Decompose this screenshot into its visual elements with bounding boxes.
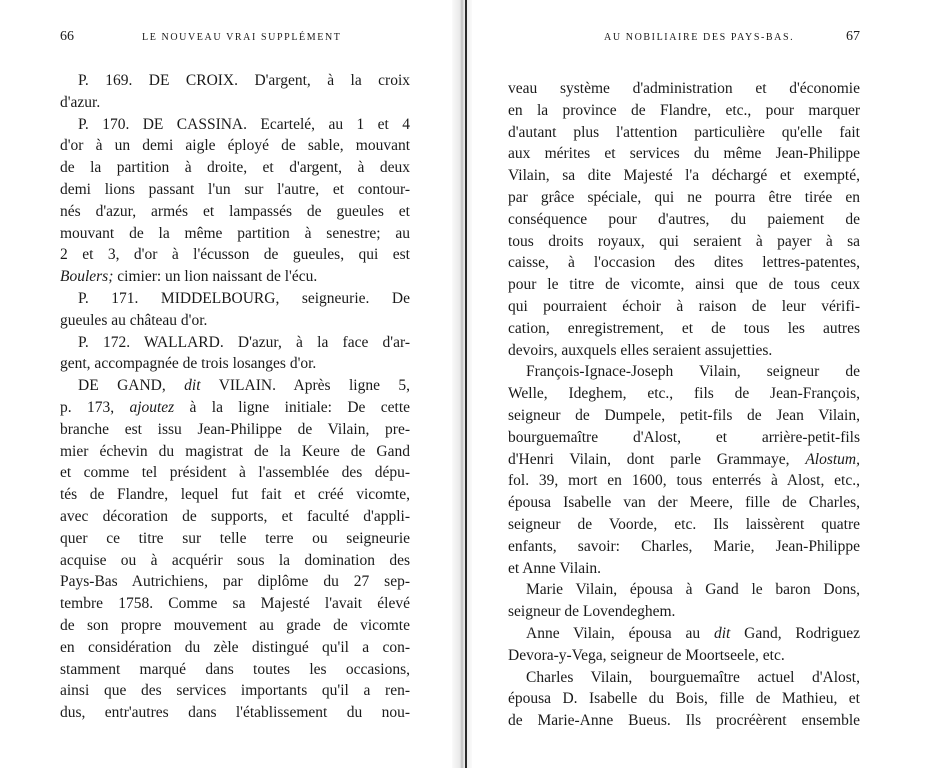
left-page-line: nés d'azur, armés et lampassés de gueules et <box>60 202 410 220</box>
left-page-line: Pays-Bas Autrichiens, par diplôme du 27 sep- <box>60 573 410 591</box>
left-page-line: tés de Flandre, lequel fut fait et créé vicomte, <box>60 486 410 504</box>
right-page-line: conséquence pour d'autres, du paiement de <box>508 210 860 228</box>
left-running-title: LE NOUVEAU VRAI SUPPLÉMENT <box>142 32 342 43</box>
left-page-number: 66 <box>60 29 74 44</box>
left-page-line: et comme tel président à l'assemblée des dépu- <box>60 464 410 482</box>
right-running-head <box>508 29 860 50</box>
right-page-line: aux mérites et services du même Jean-Philippe <box>508 145 860 163</box>
right-page-line: Marie Vilain, épousa à Gand le baron Dons, <box>526 581 860 599</box>
left-page-line: dus, entr'autres dans l'établissement du nou- <box>60 704 410 722</box>
right-page-line: épousa Isabelle van der Meere, fille de Charles, <box>508 494 860 512</box>
left-page-line: mouvant de la même partition à senestre; au <box>60 224 410 242</box>
right-page-line: Devora-y-Vega, seigneur de Moortseele, etc. <box>508 646 785 664</box>
right-page-text <box>508 78 860 732</box>
left-page-line: P. 169. DE CROIX. D'argent, à la croix <box>78 72 410 89</box>
right-page-line: tous droits royaux, qui seraient à payer à sa <box>508 232 860 250</box>
right-page-line: seigneur de Lovendeghem. <box>508 603 676 621</box>
right-page-line: Anne Vilain, épousa au dit Gand, Rodriguez <box>526 624 860 642</box>
right-page-number: 67 <box>846 29 860 44</box>
left-page-line: demi lions passant l'un sur l'autre, et contour- <box>60 180 410 198</box>
right-page-line: Welle, Ideghem, etc., fils de Jean-François, <box>508 385 860 403</box>
left-page-line: Boulers; cimier: un lion naissant de l'écu. <box>60 268 318 286</box>
left-page-line: tembre 1758. Comme sa Majesté l'avait élevé <box>60 595 410 613</box>
right-page-line: seigneur de Voorde, etc. Ils laissèrent quatre <box>508 515 860 533</box>
left-page-line: quer ce titre sur telle terre ou seigneurie <box>60 529 410 547</box>
book-gutter <box>452 0 472 768</box>
right-page-line: d'Henri Vilain, dont parle Grammaye, Alostum, <box>508 450 860 468</box>
left-page-line: gueules au château d'or. <box>60 311 208 329</box>
right-page-line: caisse, à l'occasion des dites lettres-patentes, <box>508 254 860 272</box>
left-page-line: P. 170. DE CASSINA. Ecartelé, au 1 et 4 <box>78 115 410 133</box>
left-page-line: P. 172. WALLARD. D'azur, à la face d'ar- <box>78 333 410 351</box>
left-page-line: acquise ou à acquérir sous la domination des <box>60 551 410 569</box>
left-page-line: stamment marqué dans toutes les occasions, <box>60 660 410 678</box>
right-page-line: Vilain, sa dite Majesté l'a déchargé et exempté, <box>508 167 860 185</box>
gutter-line <box>465 0 467 768</box>
left-running-head <box>60 29 410 50</box>
left-page-line: branche est issu Jean-Philippe de Vilain, pre- <box>60 420 410 438</box>
left-page-line: gent, accompagnée de trois losanges d'or. <box>60 355 317 373</box>
right-page-line: cation, enregistrement, et de tous les autres <box>508 319 860 337</box>
right-page-line: en la province de Flandre, etc., pour marquer <box>508 101 860 119</box>
left-page-line: 2 et 3, d'or à l'écusson de gueules, qui est <box>60 246 410 264</box>
right-page-line: bourguemaître d'Alost, et arrière-petit-fils <box>508 428 860 446</box>
right-page-line: épousa D. Isabelle du Bois, fille de Mathieu, et <box>508 690 860 708</box>
right-page-line: qui pourraient échoir à raison de leur vérifi- <box>508 297 860 315</box>
right-page-line: seigneur de Dumpele, petit-fils de Jean Vilain, <box>508 406 860 424</box>
right-running-title: AU NOBILIAIRE DES PAYS-BAS. <box>604 32 795 43</box>
left-page-line: DE GAND, dit VILAIN. Après ligne 5, <box>78 377 411 395</box>
left-page-line: de son propre mouvement au grade de vicomte <box>60 616 410 634</box>
left-page-line: d'azur. <box>60 93 101 111</box>
right-page-line: enfants, savoir: Charles, Marie, Jean-Philippe <box>508 537 860 555</box>
right-page-line: Charles Vilain, bourguemaître actuel d'Alost, <box>526 668 860 686</box>
right-page-line: d'autant plus l'attention particulière qu'elle fait <box>508 123 860 141</box>
right-page-line: veau système d'administration et d'économie <box>508 80 860 97</box>
right-page-line: et Anne Vilain. <box>508 559 602 577</box>
right-page-line: pour le titre de vicomte, ainsi que de tous ceux <box>508 276 860 294</box>
left-page-text <box>60 70 410 724</box>
right-page-line: de Marie-Anne Bueus. Ils procréèrent ensemble <box>508 712 860 730</box>
left-page-line: P. 171. MIDDELBOURG, seigneurie. De <box>78 289 410 307</box>
left-page-line: mier échevin du magistrat de la Keure de Gand <box>60 442 410 460</box>
left-page-line: de la partition à droite, et d'argent, à deux <box>60 159 410 177</box>
right-page-line: François-Ignace-Joseph Vilain, seigneur de <box>526 363 860 381</box>
left-page-line: d'or à un demi aigle éployé de sable, mouvant <box>60 137 410 155</box>
left-page-line: en considération du zèle distingué qu'il a con- <box>60 638 410 656</box>
right-page-line: par grâce spéciale, qui ne pourra être tirée en <box>508 188 860 206</box>
right-page-line: fol. 39, mort en 1600, tous enterrés à Alost, etc., <box>508 472 860 490</box>
right-page-line: devoirs, auxquels elles seraient assujetties. <box>508 341 773 359</box>
left-page-line: p. 173, ajoutez à la ligne initiale: De cette <box>60 398 411 416</box>
left-page-line: ainsi que des services importants qu'il a ren- <box>60 682 410 700</box>
left-page-line: avec décoration de supports, et faculté d'appli- <box>60 507 410 525</box>
